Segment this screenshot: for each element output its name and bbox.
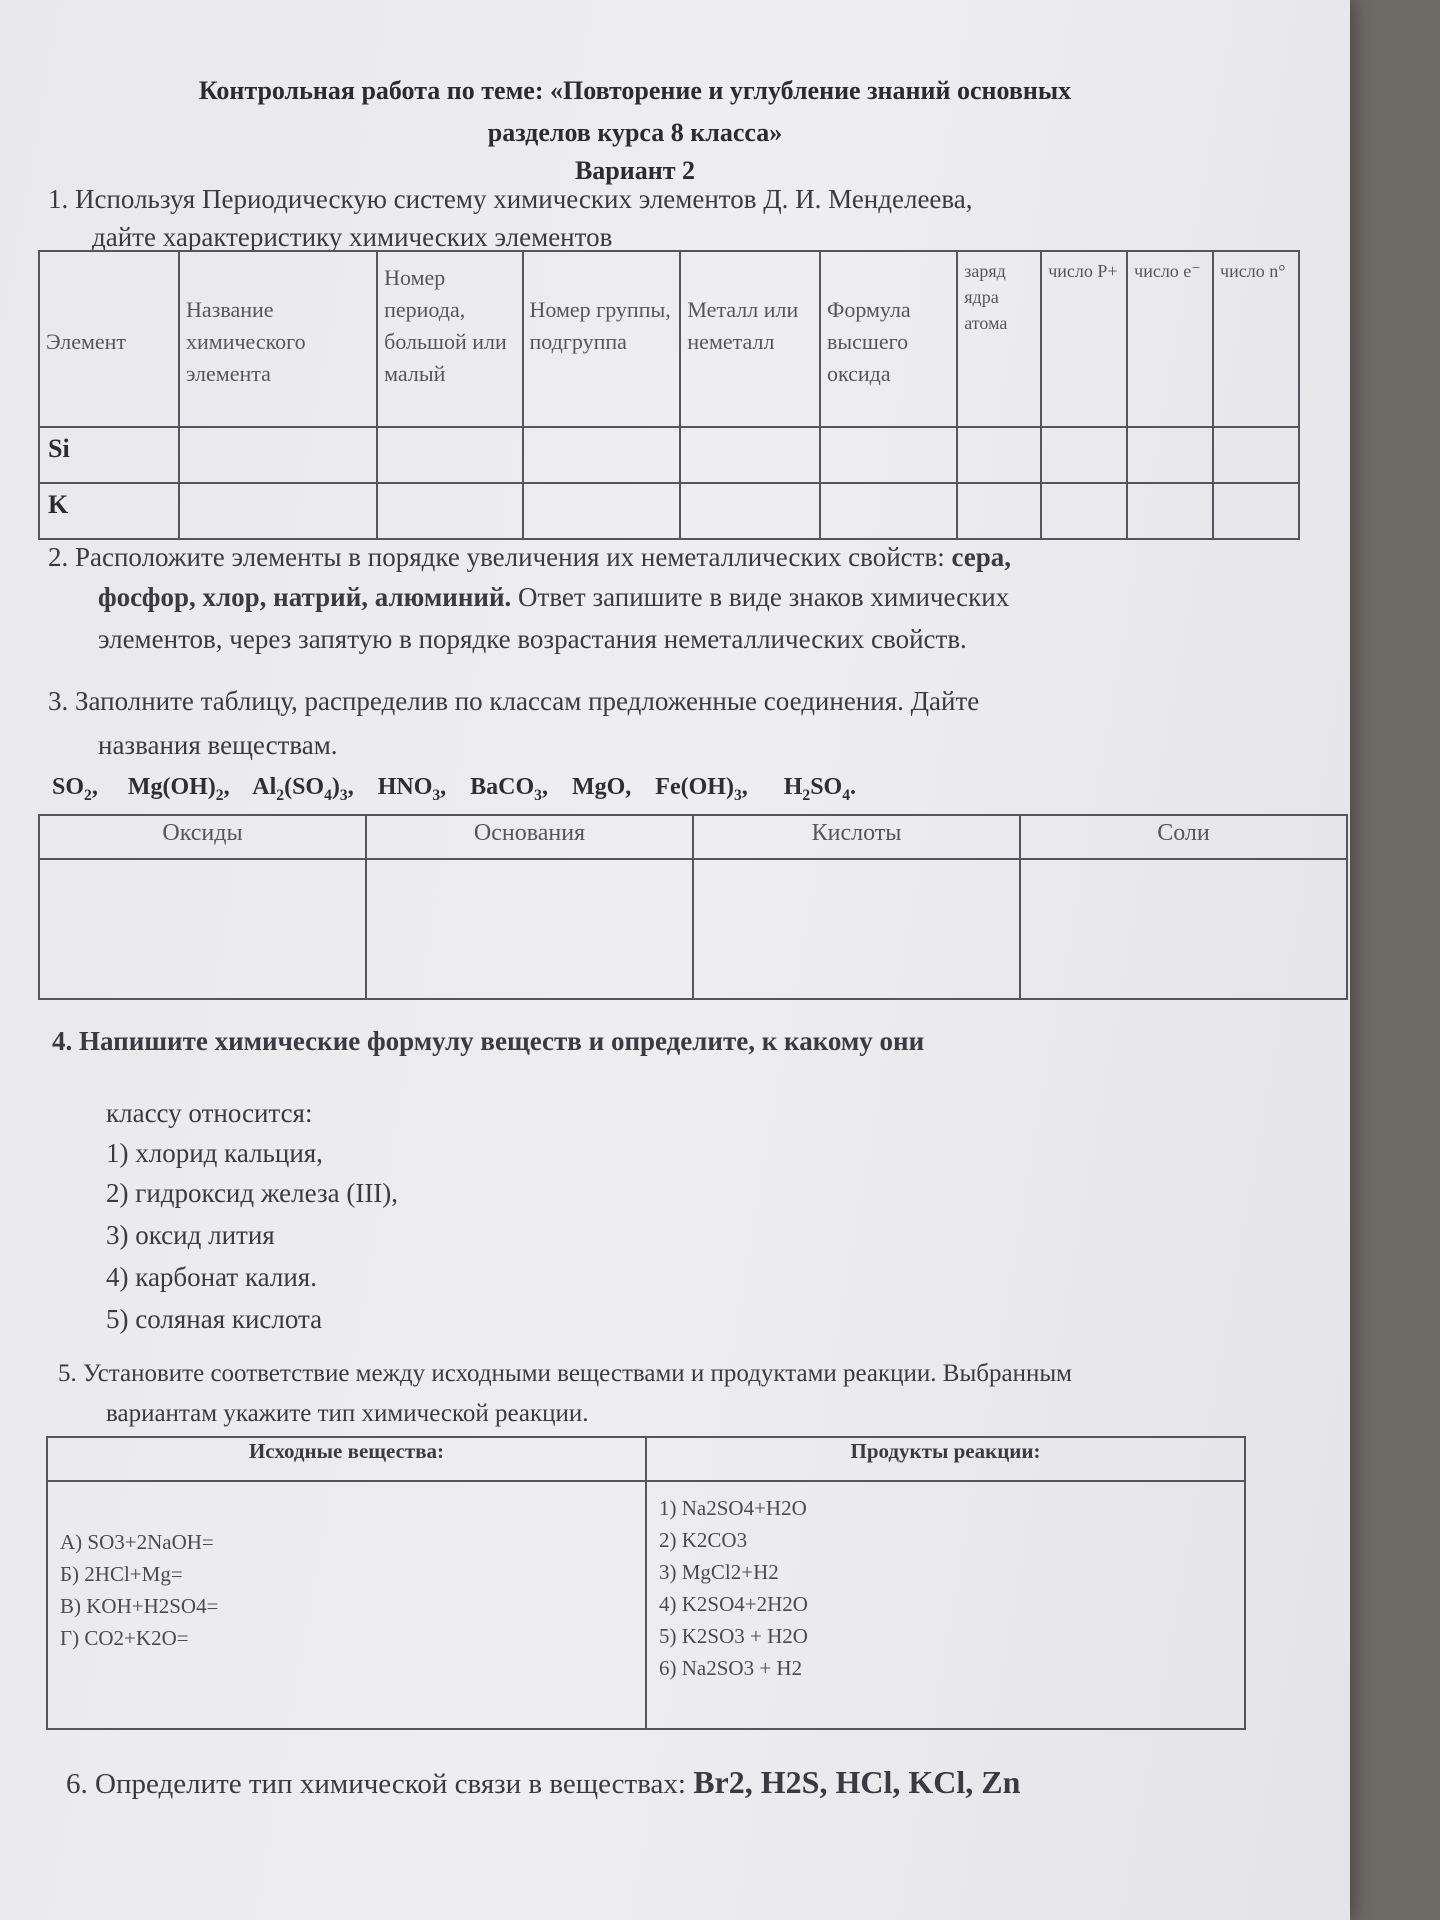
row-element-k: K: [39, 483, 179, 539]
product-item: 6) Na2SO3 + H2: [659, 1656, 803, 1680]
products-cell: [646, 1481, 1245, 1729]
table-row: [47, 1481, 1245, 1729]
variant-label: Вариант 2: [574, 156, 696, 185]
reactant-item: А) SO3+2NaOH=: [60, 1530, 214, 1554]
reactant-item: В) KOH+H2SO4=: [60, 1594, 219, 1618]
header-period: Номер периода, большой или малый: [377, 251, 522, 427]
q1-text-line-2: дайте характеристику химических элементов: [92, 222, 613, 252]
q3-text-line-2: названия веществам.: [98, 730, 338, 760]
q2-text-line-2: фосфор, хлор, натрий, алюминий. Ответ запишите в виде знаков химических: [98, 582, 1010, 612]
header-neutrons: число n°: [1213, 251, 1299, 427]
q4-item: 4) карбонат калия.: [106, 1262, 317, 1292]
q5-text-line-1: 5. Установите соответствие между исходными веществами и продуктами реакции. Выбранным: [58, 1360, 1072, 1387]
compound-h2so4: $H_2SO_4$.: [783, 774, 857, 804]
product-item: 5) K2SO3 + H2O: [659, 1624, 808, 1648]
compound-al2so43: $Al_2(SO_4)_3$,: [252, 774, 354, 804]
compound-mgo: MgO,: [571, 774, 632, 800]
reactant-item: Г) CO2+K2O=: [60, 1626, 189, 1650]
q3-text-line-1: 3. Заполните таблицу, распределив по классам предложенные соединения. Дайте: [48, 686, 980, 716]
q6-formulas: Br2, H2S, HCl, KCl, Zn: [693, 1764, 1021, 1800]
table-header-row: [39, 815, 1347, 859]
header-higher-oxide: Формула высшего оксида: [820, 251, 957, 427]
element-characteristics-table: [38, 250, 1300, 540]
q4-text-line-1: 4. Напишите химические формулу веществ и определите, к какому они: [52, 1026, 925, 1056]
q6-text: 6. Определите тип химической связи в веществах: Br2, H2S, HCl, KCl, Zn: [66, 1764, 1021, 1800]
header-metal-nonmetal: Металл или неметалл: [680, 251, 820, 427]
table-header-row: [39, 251, 1299, 427]
compound-classes-table: [38, 814, 1348, 1000]
q3-compound-list: [52, 774, 856, 805]
product-item: 2) K2CO3: [659, 1528, 748, 1552]
reactant-item: Б) 2HCl+Mg=: [60, 1562, 183, 1586]
compound-baco3: BaCO$_3$,: [470, 774, 548, 804]
header-protons: число P+: [1041, 251, 1127, 427]
reactants-cell: [47, 1481, 646, 1729]
header-nuclear-charge: заряд ядра атома: [957, 251, 1041, 427]
q4-item: 5) соляная кислота: [106, 1304, 323, 1334]
q4-item: 2) гидроксид железа (III),: [106, 1178, 399, 1208]
product-item: 1) Na2SO4+H2O: [659, 1496, 807, 1520]
product-item: 4) K2SO4+2H2O: [659, 1592, 808, 1616]
table-row: [39, 483, 1299, 539]
header-reactants: Исходные вещества:: [47, 1437, 646, 1481]
header-salts: Соли: [1020, 815, 1347, 859]
header-acids: Кислоты: [693, 815, 1020, 859]
q4-item: 1) хлорид кальция,: [106, 1138, 323, 1168]
q1-text-line-1: 1. Используя Периодическую систему химических элементов Д. И. Менделеева,: [48, 184, 973, 214]
reaction-matching-table: [46, 1436, 1246, 1730]
header-bases: Основания: [366, 815, 693, 859]
compound-hno3: $HNO_3$,: [377, 774, 447, 804]
table-header-row: [47, 1437, 1245, 1481]
title-line-2: разделов курса 8 класса»: [487, 118, 783, 147]
table-row: [39, 859, 1347, 999]
q4-item: 3) оксид лития: [106, 1220, 275, 1250]
table-row: [39, 427, 1299, 483]
header-element: Элемент: [39, 251, 179, 427]
q2-text-line-3: элементов, через запятую в порядке возрастания неметаллических свойств.: [98, 624, 967, 654]
header-group: Номер группы, подгруппа: [523, 251, 681, 427]
compound-mgoh2: $Mg(OH)_2$,: [127, 774, 230, 804]
q4-text-line-2: классу относится:: [106, 1098, 313, 1128]
header-electrons: число e⁻: [1127, 251, 1213, 427]
compound-so2: $SO_2$,: [52, 774, 98, 804]
q5-text-line-2: вариантам укажите тип химической реакции.: [106, 1400, 589, 1427]
compound-feoh3: $Fe(OH)_3$,: [655, 774, 748, 804]
row-element-si: Si: [39, 427, 179, 483]
header-products: Продукты реакции:: [646, 1437, 1245, 1481]
header-oxides: Оксиды: [39, 815, 366, 859]
product-item: 3) MgCl2+H2: [659, 1560, 779, 1584]
q2-text-line-1: 2. Расположите элементы в порядке увеличения их неметаллических свойств: сера,: [48, 542, 1012, 572]
title-line-1: Контрольная работа по теме: «Повторение и углубление знаний основных: [198, 76, 1072, 105]
header-element-name: Название химического элемента: [179, 251, 377, 427]
